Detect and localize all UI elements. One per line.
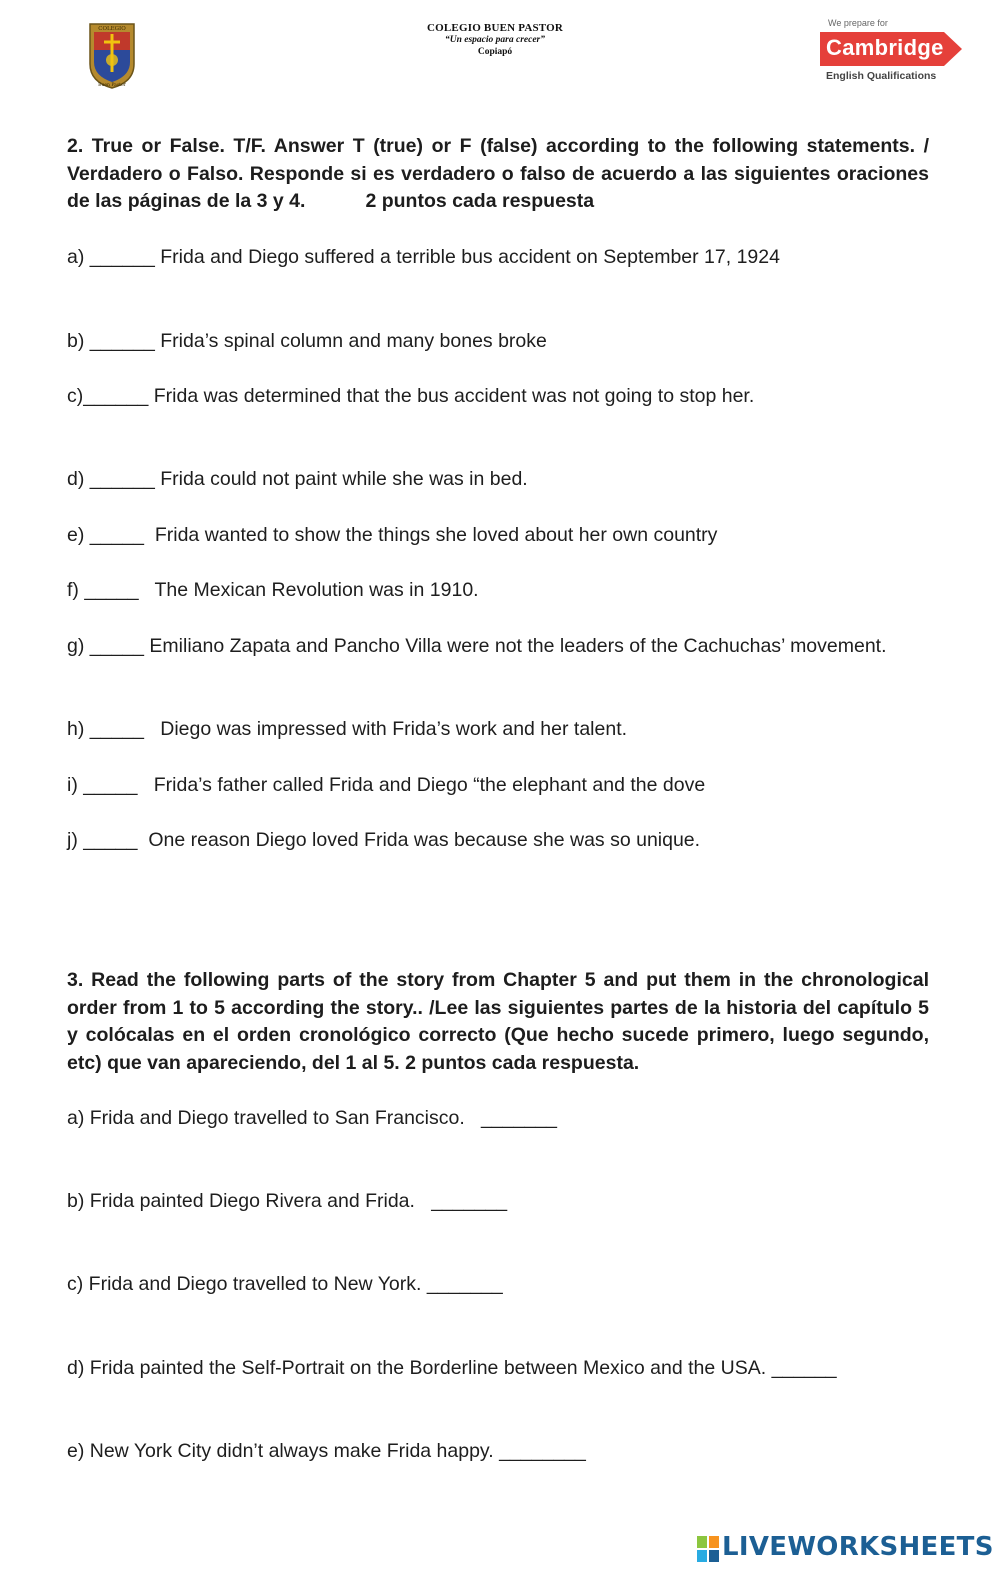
tf-item-i: i) _____ Frida’s father called Frida and Diego “the elephant and the dove bbox=[67, 774, 706, 796]
school-city: Copiapó bbox=[477, 47, 513, 57]
school-crest-logo bbox=[86, 20, 138, 90]
section-2-lead: 2. True or False. T/F. Answer T (true) or F (false) according to the following statements. / Verdadero o Falso. Responde si es verdadero o falso de acuerdo a las siguientes oraciones de las páginas de la 3 y 4. bbox=[67, 135, 929, 212]
order-item-a: a) Frida and Diego travelled to San Francisco. _______ bbox=[67, 1107, 557, 1129]
cambridge-subtitle: English Qualifications bbox=[826, 70, 937, 82]
answer-blank[interactable]: _______ bbox=[481, 1107, 557, 1129]
order-item-c: c) Frida and Diego travelled to New York. _______ bbox=[67, 1273, 503, 1295]
answer-blank[interactable]: ______ bbox=[89, 246, 155, 268]
answer-blank[interactable]: _____ bbox=[83, 774, 138, 796]
tf-item-g: g) _____ Emiliano Zapata and Pancho Villa were not the leaders of the Cachuchas’ movement. bbox=[67, 635, 887, 657]
cambridge-prefix: We prepare for bbox=[828, 18, 888, 28]
tf-item-h: h) _____ Diego was impressed with Frida’s work and her talent. bbox=[67, 718, 628, 740]
answer-blank[interactable]: _______ bbox=[426, 1273, 503, 1295]
section-3-instructions: 3. Read the following parts of the story from Chapter 5 and put them in the chronological order from 1 to 5 according the story.. /Lee las siguientes partes de la historia del capítulo 5 y colócalas en el orden cronológico correcto (Que hecho sucede primero, luego segundo, etc) que van apareciendo, del 1 al 5. 2 puntos cada respuesta. bbox=[67, 969, 929, 1074]
answer-blank[interactable]: _____ bbox=[89, 635, 144, 657]
tf-item-a: a) ______ Frida and Diego suffered a terrible bus accident on September 17, 1924 bbox=[67, 246, 780, 268]
answer-blank[interactable]: _____ bbox=[83, 829, 138, 851]
answer-blank[interactable]: ______ bbox=[89, 330, 155, 352]
tf-item-f: f) _____ The Mexican Revolution was in 1910. bbox=[67, 579, 479, 601]
section-2-instructions bbox=[67, 133, 929, 216]
answer-blank[interactable]: ______ bbox=[89, 468, 155, 490]
answer-blank[interactable]: ______ bbox=[83, 385, 149, 407]
school-name: COLEGIO BUEN PASTOR bbox=[426, 22, 564, 34]
answer-blank[interactable]: _____ bbox=[89, 718, 144, 740]
liveworksheets-icon bbox=[697, 1536, 719, 1562]
order-item-d: d) Frida painted the Self-Portrait on the Borderline between Mexico and the USA. ______ bbox=[67, 1357, 837, 1379]
order-item-b: b) Frida painted Diego Rivera and Frida. _______ bbox=[67, 1190, 508, 1212]
section-2-points: 2 puntos cada respuesta bbox=[365, 190, 595, 212]
tf-item-d: d) ______ Frida could not paint while she was in bed. bbox=[67, 468, 528, 490]
liveworksheets-brand[interactable]: LIVEWORKSHEETS bbox=[722, 1532, 994, 1562]
school-header bbox=[395, 22, 595, 58]
tf-item-e: e) _____ Frida wanted to show the things she loved about her own country bbox=[67, 524, 718, 546]
tf-item-c: c)______ Frida was determined that the bus accident was not going to stop her. bbox=[67, 385, 755, 407]
answer-blank[interactable]: _______ bbox=[431, 1190, 508, 1212]
school-motto: “Un espacio para crecer” bbox=[445, 35, 545, 45]
cambridge-logo-text: Cambridge bbox=[826, 35, 944, 60]
answer-blank[interactable]: ________ bbox=[499, 1440, 586, 1462]
order-item-e: e) New York City didn’t always make Frida happy. ________ bbox=[67, 1440, 586, 1462]
answer-blank[interactable]: _____ bbox=[84, 579, 139, 601]
answer-blank[interactable]: ______ bbox=[771, 1357, 837, 1379]
tf-item-j: j) _____ One reason Diego loved Frida was because she was so unique. bbox=[67, 829, 701, 851]
tf-item-b: b) ______ Frida’s spinal column and many bones broke bbox=[67, 330, 547, 352]
crest-lower-label: Buen Pastor bbox=[98, 83, 126, 88]
answer-blank[interactable]: _____ bbox=[89, 524, 144, 546]
crest-label: COLEGIO bbox=[98, 26, 126, 32]
